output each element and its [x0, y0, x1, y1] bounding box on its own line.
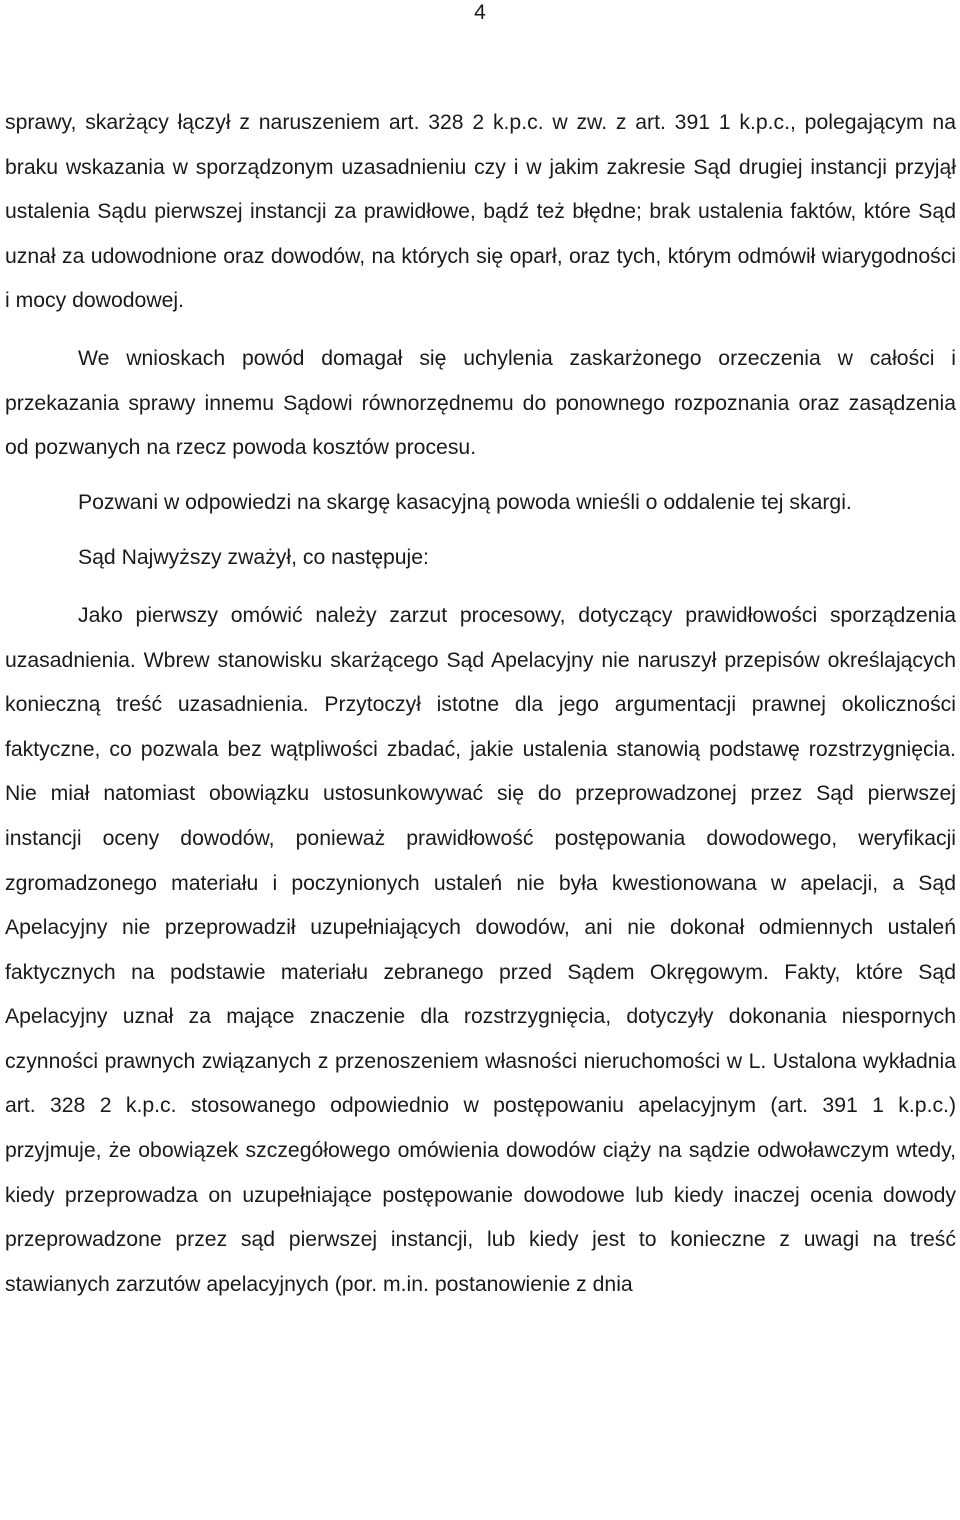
paragraph-3: Pozwani w odpowiedzi na skargę kasacyjną powoda wnieśli o oddalenie tej skargi.	[78, 490, 852, 514]
paragraph-1: sprawy, skarżący łączył z naruszeniem art. 328 2 k.p.c. w zw. z art. 391 1 k.p.c., polegającym na braku wskazania w sporządzonym uzasadnieniu czy i w jakim zakresie Sąd drugiej instancji przyjął ustalenia Sądu pierwszej instancji za prawidłowe, bądź też błędne; brak ustalenia faktów, które Sąd uznał za udowodnione oraz dowodów, na których się oparł, oraz tych, którym odmówił wiarygodności i mocy dowodowej.	[5, 111, 956, 313]
page-number: 4	[474, 1, 486, 24]
section-heading: Sąd Najwyższy zważył, co następuje:	[78, 546, 429, 570]
paragraph-4: Jako pierwszy omówić należy zarzut procesowy, dotyczący prawidłowości sporządzenia uzasadnienia. Wbrew stanowisku skarżącego Sąd Apelacyjny nie naruszył przepisów określających konieczną treść uzasadnienia. Przytoczył istotne dla jego argumentacji prawnej okoliczności faktyczne, co pozwala bez wątpliwości zbadać, jakie ustalenia stanowią podstawę rozstrzygnięcia. Nie miał natomiast obowiązku ustosunkowywać się do przeprowadzonej przez Sąd pierwszej instancji oceny dowodów, ponieważ prawidłowość postępowania dowodowego, weryfikacji zgromadzonego materiału i poczynionych ustaleń nie była kwestionowana w apelacji, a Sąd Apelacyjny nie przeprowadził uzupełniających dowodów, ani nie dokonał odmiennych ustaleń faktycznych na podstawie materiału zebranego przed Sądem Okręgowym. Fakty, które Sąd Apelacyjny uznał za mające znaczenie dla rozstrzygnięcia, dotyczyły dokonania niespornych czynności prawnych związanych z przenoszeniem własności nieruchomości w L. Ustalona wykładnia art. 328 2 k.p.c. stosowanego odpowiednio w postępowaniu apelacyjnym (art. 391 1 k.p.c.) przyjmuje, że obowiązek szczegółowego omówienia dowodów ciąży na sądzie odwoławczym wtedy, kiedy przeprowadza on uzupełniające postępowanie dowodowe lub kiedy inaczej ocenia dowody przeprowadzone przez sąd pierwszej instancji, lub kiedy jest to konieczne z uwagi na treść stawianych zarzutów apelacyjnych (por. m.in. postanowienie z dnia	[5, 603, 956, 1296]
paragraph-2: We wnioskach powód domagał się uchylenia zaskarżonego orzeczenia w całości i przekazania sprawy innemu Sądowi równorzędnemu do ponownego rozpoznania oraz zasądzenia od pozwanych na rzecz powoda kosztów procesu.	[5, 346, 956, 460]
document-body	[5, 101, 956, 1307]
